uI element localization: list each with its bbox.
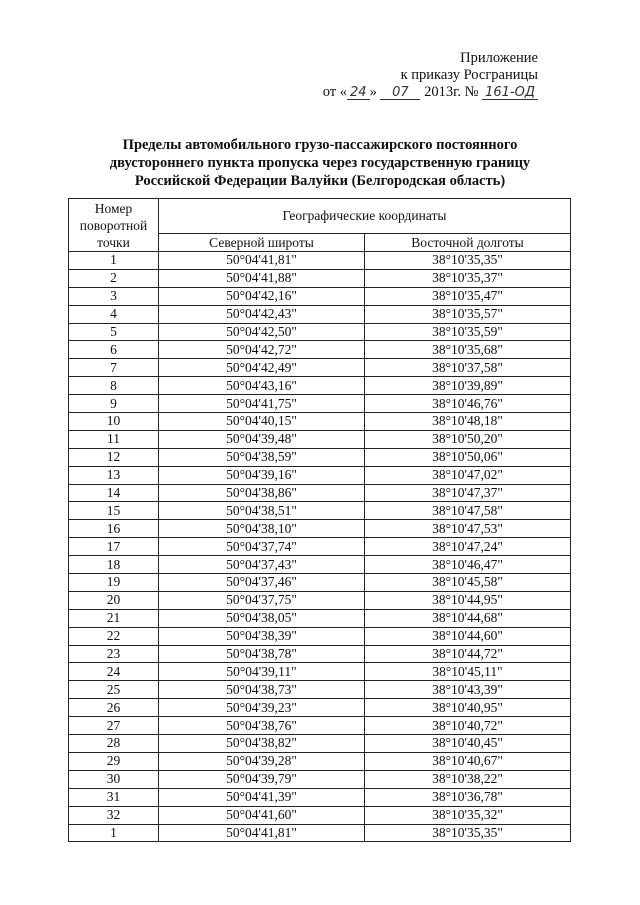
longitude-cell: 38°10'44,95" xyxy=(365,591,571,609)
table-row xyxy=(69,556,571,574)
table-row xyxy=(69,806,571,824)
point-number-cell: 3 xyxy=(69,287,159,305)
longitude-cell: 38°10'50,20" xyxy=(365,430,571,448)
document-title xyxy=(0,136,640,190)
table-row xyxy=(69,699,571,717)
appendix-block xyxy=(323,50,538,101)
latitude-cell: 50°04'38,76" xyxy=(159,717,365,735)
latitude-cell: 50°04'37,75" xyxy=(159,591,365,609)
latitude-cell: 50°04'38,73" xyxy=(159,681,365,699)
longitude-cell: 38°10'38,22" xyxy=(365,770,571,788)
latitude-cell: 50°04'39,16" xyxy=(159,466,365,484)
point-number-cell: 13 xyxy=(69,466,159,484)
latitude-cell: 50°04'39,48" xyxy=(159,430,365,448)
appendix-order-ref: к приказу Росграницы xyxy=(400,67,538,83)
point-number-cell: 22 xyxy=(69,627,159,645)
latitude-cell: 50°04'38,59" xyxy=(159,448,365,466)
longitude-cell: 38°10'44,72" xyxy=(365,645,571,663)
latitude-cell: 50°04'42,49" xyxy=(159,359,365,377)
point-number-cell: 25 xyxy=(69,681,159,699)
table-row xyxy=(69,752,571,770)
longitude-cell: 38°10'40,72" xyxy=(365,717,571,735)
table-row xyxy=(69,413,571,431)
table-row xyxy=(69,287,571,305)
longitude-cell: 38°10'35,35" xyxy=(365,824,571,842)
table-row xyxy=(69,663,571,681)
date-year-hand: 3 xyxy=(445,84,454,100)
latitude-cell: 50°04'41,60" xyxy=(159,806,365,824)
point-number-cell: 30 xyxy=(69,770,159,788)
table-row xyxy=(69,502,571,520)
longitude-cell: 38°10'35,47" xyxy=(365,287,571,305)
latitude-cell: 50°04'37,74" xyxy=(159,538,365,556)
table-row xyxy=(69,770,571,788)
appendix-date-line xyxy=(323,84,538,101)
point-number-cell: 24 xyxy=(69,663,159,681)
longitude-cell: 38°10'35,37" xyxy=(365,269,571,287)
point-number-cell: 20 xyxy=(69,591,159,609)
point-number-cell: 17 xyxy=(69,538,159,556)
date-year-prefix: 201 xyxy=(424,84,446,100)
table-row xyxy=(69,395,571,413)
longitude-cell: 38°10'40,67" xyxy=(365,752,571,770)
point-number-cell: 11 xyxy=(69,430,159,448)
point-number-cell: 7 xyxy=(69,359,159,377)
point-number-cell: 31 xyxy=(69,788,159,806)
longitude-cell: 38°10'40,45" xyxy=(365,735,571,753)
table-row xyxy=(69,591,571,609)
point-number-cell: 2 xyxy=(69,269,159,287)
date-month: 07 xyxy=(380,86,420,100)
longitude-cell: 38°10'40,95" xyxy=(365,699,571,717)
point-number-cell: 21 xyxy=(69,609,159,627)
longitude-cell: 38°10'45,11" xyxy=(365,663,571,681)
latitude-cell: 50°04'38,51" xyxy=(159,502,365,520)
table-row xyxy=(69,484,571,502)
latitude-cell: 50°04'38,05" xyxy=(159,609,365,627)
table-row xyxy=(69,574,571,592)
latitude-cell: 50°04'41,75" xyxy=(159,395,365,413)
longitude-cell: 38°10'37,58" xyxy=(365,359,571,377)
table-row xyxy=(69,717,571,735)
title-line-3: Российской Федерации Валуйки (Белгородская область) xyxy=(134,173,506,189)
latitude-cell: 50°04'38,78" xyxy=(159,645,365,663)
latitude-cell: 50°04'42,16" xyxy=(159,287,365,305)
table-row xyxy=(69,341,571,359)
table-row xyxy=(69,735,571,753)
longitude-cell: 38°10'47,53" xyxy=(365,520,571,538)
point-number-cell: 29 xyxy=(69,752,159,770)
table-row xyxy=(69,627,571,645)
table-row xyxy=(69,323,571,341)
point-number-cell: 15 xyxy=(69,502,159,520)
point-number-cell: 4 xyxy=(69,305,159,323)
date-prefix: от « xyxy=(322,84,348,100)
table-row xyxy=(69,645,571,663)
longitude-cell: 38°10'35,68" xyxy=(365,341,571,359)
latitude-cell: 50°04'41,39" xyxy=(159,788,365,806)
header-point-number: Номер поворотной точки xyxy=(69,199,159,252)
table-row xyxy=(69,448,571,466)
latitude-cell: 50°04'39,23" xyxy=(159,699,365,717)
latitude-cell: 50°04'41,88" xyxy=(159,269,365,287)
point-number-cell: 28 xyxy=(69,735,159,753)
point-number-cell: 5 xyxy=(69,323,159,341)
date-mid: » xyxy=(369,84,377,100)
table-row xyxy=(69,609,571,627)
coordinates-table-body xyxy=(69,252,571,842)
latitude-cell: 50°04'40,15" xyxy=(159,413,365,431)
header-east-longitude: Восточной долготы xyxy=(365,234,571,252)
title-line-1: Пределы автомобильного грузо-пассажирского постоянного xyxy=(122,137,518,153)
longitude-cell: 38°10'44,60" xyxy=(365,627,571,645)
longitude-cell: 38°10'45,58" xyxy=(365,574,571,592)
latitude-cell: 50°04'38,10" xyxy=(159,520,365,538)
longitude-cell: 38°10'48,18" xyxy=(365,413,571,431)
point-number-cell: 18 xyxy=(69,556,159,574)
table-row xyxy=(69,305,571,323)
appendix-label: Приложение xyxy=(460,50,538,66)
longitude-cell: 38°10'47,37" xyxy=(365,484,571,502)
latitude-cell: 50°04'42,72" xyxy=(159,341,365,359)
longitude-cell: 38°10'36,78" xyxy=(365,788,571,806)
longitude-cell: 38°10'47,58" xyxy=(365,502,571,520)
point-number-cell: 10 xyxy=(69,413,159,431)
longitude-cell: 38°10'44,68" xyxy=(365,609,571,627)
table-row xyxy=(69,520,571,538)
longitude-cell: 38°10'35,35" xyxy=(365,252,571,270)
point-number-cell: 26 xyxy=(69,699,159,717)
latitude-cell: 50°04'38,82" xyxy=(159,735,365,753)
latitude-cell: 50°04'37,43" xyxy=(159,556,365,574)
longitude-cell: 38°10'47,02" xyxy=(365,466,571,484)
point-number-cell: 14 xyxy=(69,484,159,502)
point-number-cell: 16 xyxy=(69,520,159,538)
latitude-cell: 50°04'41,81" xyxy=(159,824,365,842)
longitude-cell: 38°10'47,24" xyxy=(365,538,571,556)
longitude-cell: 38°10'46,47" xyxy=(365,556,571,574)
table-row xyxy=(69,430,571,448)
latitude-cell: 50°04'42,50" xyxy=(159,323,365,341)
table-row xyxy=(69,788,571,806)
table-row xyxy=(69,466,571,484)
order-number: 161-ОД xyxy=(482,86,538,100)
latitude-cell: 50°04'39,79" xyxy=(159,770,365,788)
longitude-cell: 38°10'50,06" xyxy=(365,448,571,466)
longitude-cell: 38°10'35,32" xyxy=(365,806,571,824)
point-number-cell: 9 xyxy=(69,395,159,413)
point-number-cell: 32 xyxy=(69,806,159,824)
point-number-cell: 1 xyxy=(69,252,159,270)
longitude-cell: 38°10'35,57" xyxy=(365,305,571,323)
point-number-cell: 27 xyxy=(69,717,159,735)
point-number-cell: 8 xyxy=(69,377,159,395)
date-year-suffix: г. № xyxy=(453,84,479,100)
longitude-cell: 38°10'39,89" xyxy=(365,377,571,395)
point-number-cell: 6 xyxy=(69,341,159,359)
table-row xyxy=(69,538,571,556)
latitude-cell: 50°04'39,28" xyxy=(159,752,365,770)
table-row xyxy=(69,252,571,270)
date-day: 24 xyxy=(347,86,370,100)
latitude-cell: 50°04'42,43" xyxy=(159,305,365,323)
latitude-cell: 50°04'41,81" xyxy=(159,252,365,270)
point-number-cell: 23 xyxy=(69,645,159,663)
table-row xyxy=(69,377,571,395)
latitude-cell: 50°04'43,16" xyxy=(159,377,365,395)
table-row xyxy=(69,269,571,287)
longitude-cell: 38°10'43,39" xyxy=(365,681,571,699)
header-geo-coordinates: Географические координаты xyxy=(159,199,571,234)
longitude-cell: 38°10'35,59" xyxy=(365,323,571,341)
latitude-cell: 50°04'39,11" xyxy=(159,663,365,681)
table-row xyxy=(69,681,571,699)
latitude-cell: 50°04'38,86" xyxy=(159,484,365,502)
title-line-2: двустороннего пункта пропуска через государственную границу xyxy=(109,155,531,171)
longitude-cell: 38°10'46,76" xyxy=(365,395,571,413)
table-row xyxy=(69,824,571,842)
coordinates-table xyxy=(68,198,571,842)
point-number-cell: 1 xyxy=(69,824,159,842)
latitude-cell: 50°04'37,46" xyxy=(159,574,365,592)
latitude-cell: 50°04'38,39" xyxy=(159,627,365,645)
table-row xyxy=(69,359,571,377)
point-number-cell: 12 xyxy=(69,448,159,466)
point-number-cell: 19 xyxy=(69,574,159,592)
header-north-latitude: Северной широты xyxy=(159,234,365,252)
